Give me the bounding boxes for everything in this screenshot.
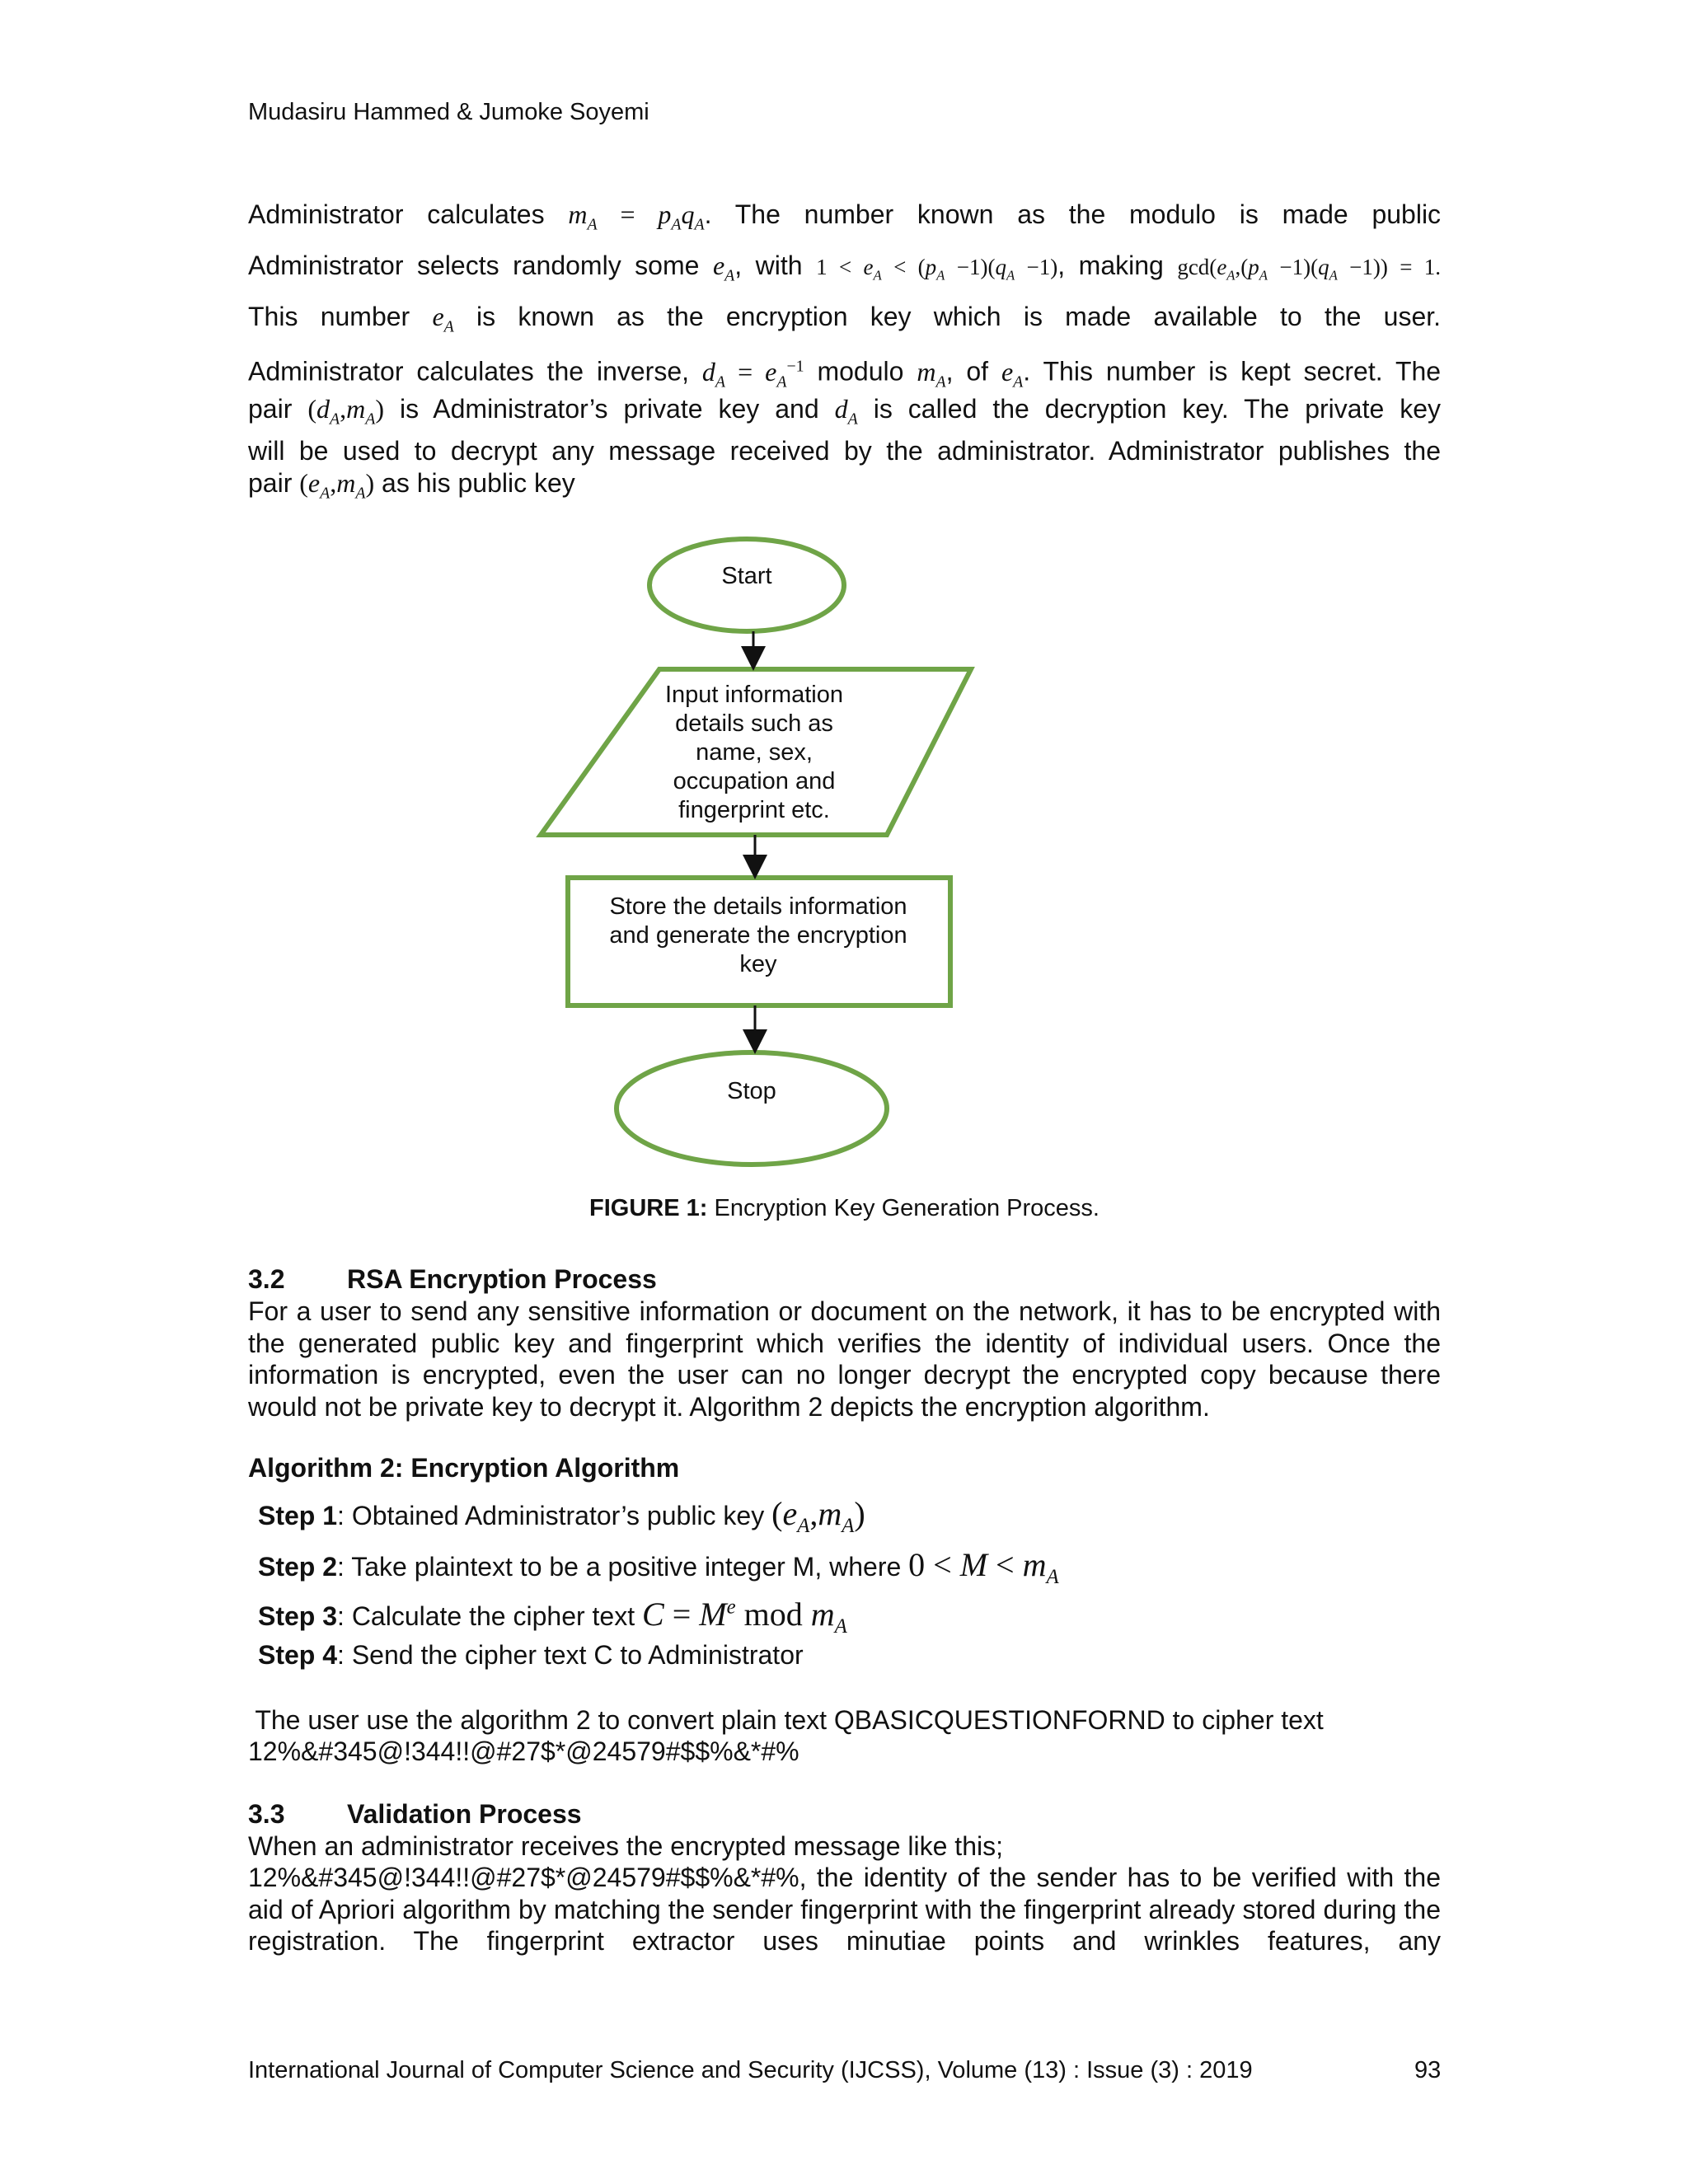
start-node-label: Start xyxy=(721,563,772,589)
formula-d-inverse: $d_A = e_A^{-1}$ xyxy=(701,356,804,391)
formula-mA: $m_A$ xyxy=(917,356,946,391)
intro-line-4: Administrator calculates the inverse, $d_A = e_A^{-1}$ modulo $m_A$, of $e_A$. This number is kept secret. The xyxy=(248,356,1442,391)
intro-line-5: pair $(d_A,m_A)$ is Administrator’s private key and $d_A$ is called the decryption key. The private key xyxy=(248,394,1442,429)
running-header: Mudasiru Hammed & Jumoke Soyemi xyxy=(248,99,649,125)
section-3-3-line-1: When an administrator receives the encrypted message like this; xyxy=(248,1831,1003,1861)
formula-eA: $e_A$ xyxy=(712,251,735,285)
formula-gcd: $\gcd(e_A,(p_A -1)(q_A -1)) = 1$. xyxy=(1177,255,1442,284)
algorithm-step-2: Step 2: Take plaintext to be a positive integer M, where $0 < M < m_A$ xyxy=(258,1546,1059,1588)
algorithm-step-4: Step 4: Send the cipher text C to Administrator xyxy=(258,1640,804,1670)
formula-private-pair: $(d_A,m_A)$ xyxy=(307,394,384,429)
formula-step2: $0 < M < m_A$ xyxy=(908,1546,1059,1588)
algorithm-step-1: Step 1: Obtained Administrator’s public key $(e_A,m_A)$ xyxy=(258,1495,865,1537)
example-line-2: 12%&#345@!344!!@#27$*@24579#$$%&*#% xyxy=(248,1736,799,1766)
intro-line-2: Administrator selects randomly some $e_A$, with $1 < e_A < (p_A -1)(q_A -1)$, making $\gcd(e_A,(p_A -1)(q_A -1)) = 1$. xyxy=(248,251,1442,285)
section-3-2-body: For a user to send any sensitive information or document on the network, it has to be encrypted with the generated public key and fingerprint which verifies the identity of individual users. Once the information is encrypted, even the user can no longer decrypt the encrypted copy because there would not be private key to decrypt it. Algorithm 2 depicts the encryption algorithm. xyxy=(248,1296,1441,1422)
input-node-label: Input information details such as name, sex, occupation and fingerprint etc. xyxy=(664,682,843,823)
example-line-1: The user use the algorithm 2 to convert plain text QBASICQUESTIONFORND to cipher text xyxy=(248,1705,1324,1735)
section-3-3-body: 12%&#345@!344!!@#27$*@24579#$$%&*#%, the identity of the sender has to be verified with the aid of Apriori algorithm by matching the sender fingerprint with the fingerprint already stored during the registration. The fingerprint extractor uses minutiae points and wrinkles features, any xyxy=(248,1863,1441,1956)
intro-line-1: Administrator calculates $m_A = p_Aq_A$. The number known as the modulo is made public xyxy=(248,199,1442,234)
formula-range: $1 < e_A < (p_A -1)(q_A -1)$ xyxy=(816,255,1058,284)
flowchart xyxy=(528,527,989,1179)
figure-caption: FIGURE 1: Encryption Key Generation Process. xyxy=(589,1195,1100,1221)
formula-m-equals-pq: $m_A = p_Aq_A$ xyxy=(568,199,705,234)
formula-step3: $C = M^e$ mod $m_A$ xyxy=(642,1596,847,1638)
formula-step1: $(e_A,m_A)$ xyxy=(771,1495,865,1537)
formula-dA: $d_A$ xyxy=(834,394,858,429)
formula-eA-2: $e_A$ xyxy=(432,302,454,336)
store-node-label: Store the details information and generate the encryption key xyxy=(609,893,907,977)
intro-line-7: pair $(e_A,m_A)$ as his public key xyxy=(248,468,575,503)
formula-public-pair: $(e_A,m_A)$ xyxy=(299,468,375,503)
stop-node-label: Stop xyxy=(727,1078,776,1104)
section-3-3-heading: 3.3 Validation Process xyxy=(248,1799,582,1829)
formula-eA-3: $e_A$ xyxy=(1001,356,1024,391)
journal-footer: International Journal of Computer Science and Security (IJCSS), Volume (13) : Issue (3) : 2019 xyxy=(248,2057,1253,2083)
algorithm-title: Algorithm 2: Encryption Algorithm xyxy=(248,1453,680,1483)
stop-node-shape xyxy=(617,1052,887,1165)
algorithm-step-3: Step 3: Calculate the cipher text $C = M^e$ mod $m_A$ xyxy=(258,1596,847,1638)
section-3-2-heading: 3.2 RSA Encryption Process xyxy=(248,1264,657,1294)
intro-line-6: will be used to decrypt any message received by the administrator. Administrator publishes the xyxy=(248,436,1441,466)
intro-line-3: This number $e_A$ is known as the encryption key which is made available to the user. xyxy=(248,302,1442,336)
page-number: 93 xyxy=(1414,2057,1442,2083)
